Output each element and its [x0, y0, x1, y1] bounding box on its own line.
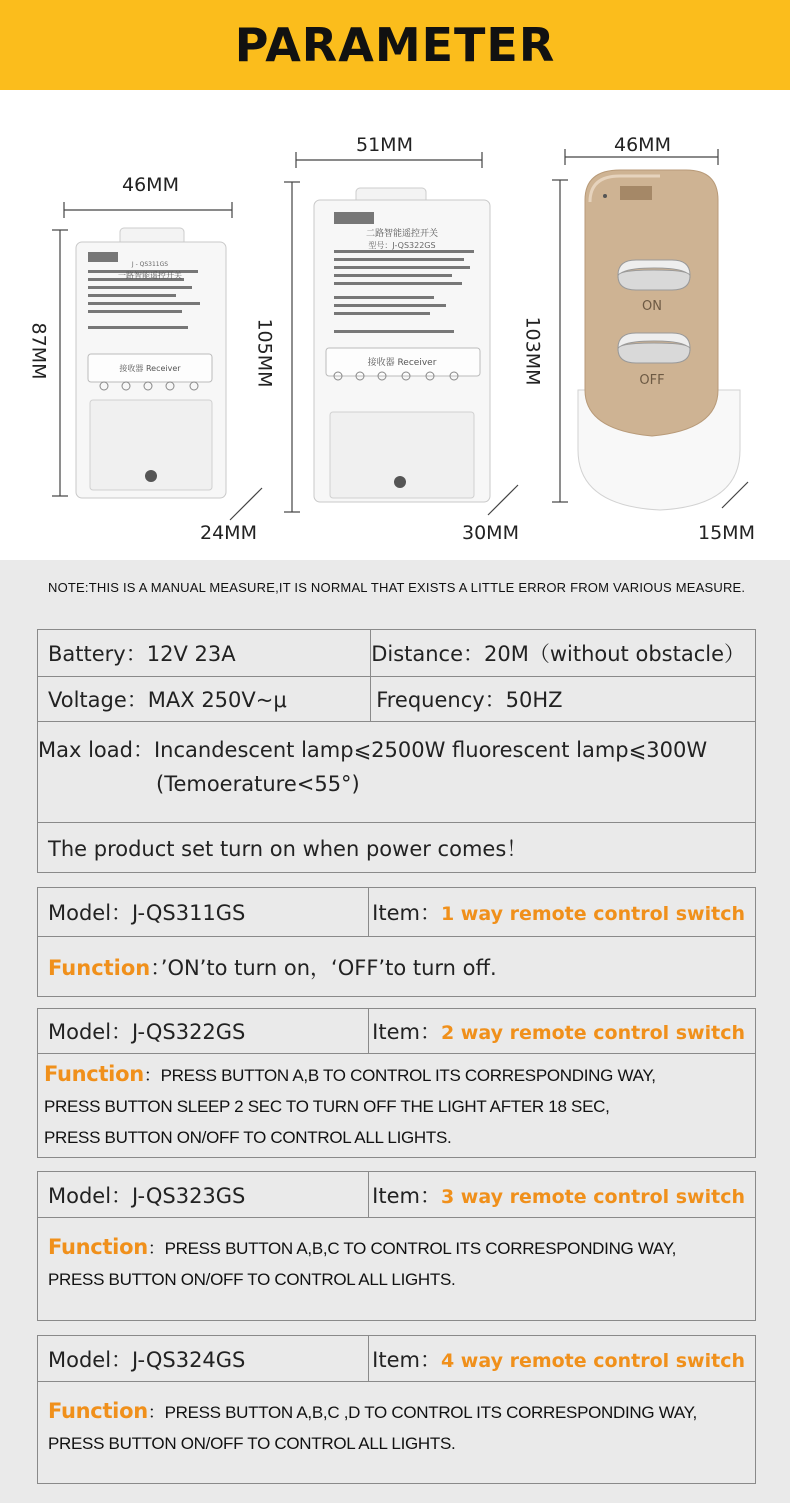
model-1-name: Model：J-QS311GS: [38, 888, 369, 937]
model-1-function-text: ：’ON’to turn on，‘OFF’to turn off.: [150, 955, 497, 980]
model-3-item-value: 3 way remote control switch: [440, 1185, 745, 1208]
model-1-item-value: 1 way remote control switch: [440, 903, 745, 925]
model-2-function: [38, 1054, 756, 1158]
spec-row-4: [38, 823, 756, 873]
model-3-function-line-2: PRESS BUTTON ON/OFF TO CONTROL ALL LIGHTS.: [48, 1270, 456, 1289]
spec-row-1: [38, 630, 756, 677]
model-2-item: [369, 1009, 756, 1054]
d2-depth-label: 30MM: [462, 522, 519, 544]
model-2-item-value: 2 way remote control switch: [440, 1022, 745, 1044]
header-banner: [0, 0, 790, 90]
model-4-function-line-1: [48, 1396, 745, 1428]
remote-width-label: 46MM: [614, 134, 671, 156]
page-title: PARAMETER: [234, 18, 556, 72]
model-2-function-line-1-text: ：PRESS BUTTON A,B TO CONTROL ITS CORRESPONDING WAY,: [143, 1065, 656, 1085]
model-3-function-line-1: [48, 1232, 745, 1264]
r2-title: 二路智能遥控开关: [365, 229, 439, 239]
model-4-header-row: [38, 1336, 756, 1382]
product-illustration: [0, 90, 790, 560]
model-4-function-label: Function: [48, 1399, 148, 1423]
r1-title: 一路智能遥控开关: [118, 271, 182, 280]
model-table-3: [37, 1171, 756, 1321]
model-4-function: [38, 1382, 756, 1484]
model-4-name: Model：J-QS324GS: [38, 1336, 369, 1382]
model-2-function-line-3: PRESS BUTTON ON/OFF TO CONTROL ALL LIGHTS.: [44, 1127, 452, 1147]
model-1-function-row: [38, 937, 756, 997]
remote-control: [578, 170, 740, 510]
model-3-name: Model：J-QS323GS: [38, 1172, 369, 1218]
r2-receiver: 接收器 Receiver: [367, 358, 437, 368]
model-1-function: [38, 937, 756, 997]
d2-height-label: 105MM: [253, 318, 276, 388]
remote-off-label: OFF: [639, 373, 665, 388]
spec-table: [37, 629, 756, 873]
distance-cell: Distance：20M（without obstacle）: [371, 630, 756, 677]
model-2-function-label: Function: [44, 1061, 144, 1086]
model-4-function-row: [38, 1382, 756, 1484]
voltage-cell: Voltage：MAX 250V~μ: [38, 677, 371, 722]
d1-height-label: 87MM: [27, 322, 50, 380]
model-1-header-row: [38, 888, 756, 937]
battery-cell: Battery：12V 23A: [38, 630, 371, 677]
remote-height-label: 103MM: [521, 316, 544, 386]
r1-receiver: 接收器 Receiver: [119, 364, 181, 373]
model-3-item: [369, 1172, 756, 1218]
receiver-device-2: [314, 188, 490, 502]
measurement-note: NOTE:THIS IS A MANUAL MEASURE,IT IS NORMAL THAT EXISTS A LITTLE ERROR FROM VARIOUS MEASURE.: [48, 580, 746, 595]
frequency-cell: Frequency：50HZ: [371, 677, 756, 722]
spec-row-2: [38, 677, 756, 722]
product-photo: [0, 90, 790, 560]
power-note-cell: The product set turn on when power comes！: [38, 823, 756, 873]
r1-type: J - QS311GS: [131, 261, 169, 268]
model-2-function-line-1: [44, 1059, 745, 1091]
model-1-function-label: Function: [48, 955, 151, 980]
model-2-name: Model：J-QS322GS: [38, 1009, 369, 1054]
d1-depth-label: 24MM: [200, 522, 257, 544]
d2-width-label: 51MM: [356, 134, 413, 156]
max-load-text: Max load：Incandescent lamp⩽2500W fluorescent lamp⩽300W: [38, 738, 708, 762]
model-4-function-line-2: PRESS BUTTON ON/OFF TO CONTROL ALL LIGHTS.: [48, 1434, 456, 1453]
model-3-function: [38, 1218, 756, 1321]
model-1-item-label: Item：: [372, 901, 441, 925]
model-table-2: [37, 1008, 756, 1158]
model-3-function-label: Function: [48, 1235, 148, 1259]
model-table-4: [37, 1335, 756, 1484]
model-2-header-row: [38, 1009, 756, 1054]
receiver-device-1: [76, 228, 226, 498]
model-4-item: [369, 1336, 756, 1382]
temperature-text: (Temoerature<55°): [156, 772, 360, 796]
model-1-item: [369, 888, 756, 937]
model-table-1: [37, 887, 756, 997]
max-load-cell: [38, 722, 756, 823]
spec-row-3: [38, 722, 756, 823]
model-3-header-row: [38, 1172, 756, 1218]
model-4-item-label: Item：: [372, 1347, 441, 1372]
model-3-item-label: Item：: [372, 1183, 441, 1208]
remote-on-label: ON: [642, 299, 662, 314]
model-2-function-row: [38, 1054, 756, 1158]
model-2-item-label: Item：: [372, 1020, 441, 1044]
model-4-function-line-1-text: ：PRESS BUTTON A,B,C ,D TO CONTROL ITS CORRESPONDING WAY,: [147, 1403, 697, 1422]
model-4-item-value: 4 way remote control switch: [440, 1349, 745, 1372]
r2-type: 型号：J-QS322GS: [368, 241, 436, 250]
model-3-function-row: [38, 1218, 756, 1321]
d1-width-label: 46MM: [122, 174, 179, 196]
model-2-function-line-2: PRESS BUTTON SLEEP 2 SEC TO TURN OFF THE LIGHT AFTER 18 SEC,: [44, 1096, 610, 1116]
remote-depth-label: 15MM: [698, 522, 755, 544]
model-3-function-line-1-text: ：PRESS BUTTON A,B,C TO CONTROL ITS CORRESPONDING WAY,: [147, 1239, 677, 1258]
